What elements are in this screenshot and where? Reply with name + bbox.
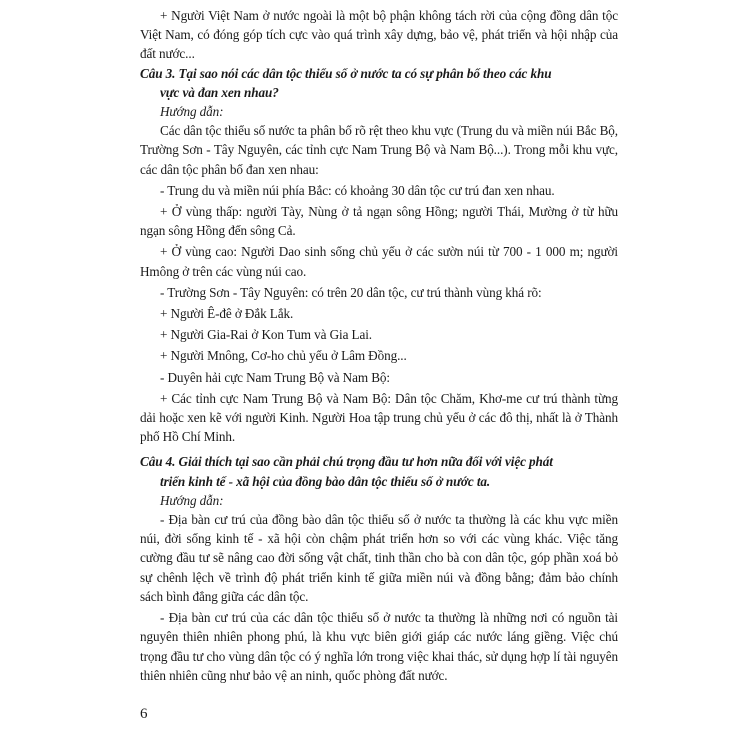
paragraph: - Địa bàn cư trú của các dân tộc thiểu số ở nước ta thường là những nơi có nguồn tài nguyên thiên nhiên phong phú, là khu vực biên giới giáp các nước láng giềng. Việc chú trọng đầu tư cho vùng dân tộc có ý nghĩa lớn trong việc khai thác, sử dụng hợp lí tài nguyên thiên nhiên cũng như bảo vệ an ninh, quốc phòng đất nước. <box>140 610 618 683</box>
document-page <box>140 6 618 685</box>
question-3-text: Tại sao nói các dân tộc thiểu số ở nước ta có sự phân bố theo các khu <box>178 65 552 81</box>
paragraph: + Các tỉnh cực Nam Trung Bộ và Nam Bộ: Dân tộc Chăm, Khơ-me cư trú thành từng dải hoặc xen kẽ với người Kinh. Người Hoa tập trung chủ yếu ở các đô thị, nhất là ở Thành phố Hồ Chí Minh. <box>140 390 618 445</box>
paragraph: + Ở vùng cao: Người Dao sinh sống chủ yếu ở các sườn núi từ 700 - 1 000 m; người Hmông ở trên các vùng núi cao. <box>140 244 618 279</box>
paragraph: + Người Mnông, Cơ-ho chủ yếu ở Lâm Đồng... <box>160 348 407 364</box>
paragraph: - Địa bàn cư trú của đồng bào dân tộc thiểu số ở nước ta thường là các khu vực miền núi, đời sống kinh tế - xã hội còn chậm phát triển hơn so với các vùng khác. Việc tăng cường đầu tư sẽ nâng cao đời sống vật chất, tinh thần cho bà con dân tộc, góp phần xoá bỏ sự chênh lệch về trình độ phát triển kinh tế giữa miền núi và đồng bằng; đảm bảo chính sách bình đẳng giữa các dân tộc. <box>140 512 618 604</box>
page-number: 6 <box>140 706 148 722</box>
paragraph: + Người Việt Nam ở nước ngoài là một bộ phận không tách rời của cộng đồng dân tộc Việt Nam, có đóng góp tích cực vào quá trình xây dựng, bảo vệ, phát triển và hội nhập của đất nước... <box>140 8 618 62</box>
question-4-heading <box>140 452 618 490</box>
question-3-label: Câu 3. <box>140 65 176 81</box>
question-3-guide-label: Hướng dẫn: <box>160 104 224 120</box>
question-4-guide-label: Hướng dẫn: <box>160 492 224 508</box>
paragraph: - Trung du và miền núi phía Bắc: có khoảng 30 dân tộc cư trú đan xen nhau. <box>160 182 555 198</box>
paragraph: - Trường Sơn - Tây Nguyên: có trên 20 dân tộc, cư trú thành vùng khá rõ: <box>160 284 542 300</box>
paragraph: + Người Ê-đê ở Đắk Lắk. <box>160 306 294 322</box>
paragraph: - Duyên hải cực Nam Trung Bộ và Nam Bộ: <box>160 369 390 385</box>
question-3-heading <box>140 64 618 102</box>
paragraph: + Ở vùng thấp: người Tày, Nùng ở tả ngạn sông Hồng; người Thái, Mường ở từ hữu ngạn sông Hồng đến sông Cả. <box>140 204 618 239</box>
paragraph: Các dân tộc thiểu số nước ta phân bố rõ rệt theo khu vực (Trung du và miền núi Bắc Bộ, Trường Sơn - Tây Nguyên, các tỉnh cực Nam Trung Bộ và Nam Bộ...). Trong mỗi khu vực, các dân tộc phân bố đan xen nhau: <box>140 123 618 177</box>
question-4-label: Câu 4. <box>140 454 176 470</box>
question-3-text-continued: vực và đan xen nhau? <box>160 84 279 100</box>
question-4-text-continued: triển kinh tế - xã hội của đồng bào dân tộc thiểu số ở nước ta. <box>160 473 491 489</box>
question-4-text: Giải thích tại sao cần phải chú trọng đầu tư hơn nữa đối với việc phát <box>178 454 553 470</box>
paragraph: + Người Gia-Rai ở Kon Tum và Gia Lai. <box>160 327 373 343</box>
